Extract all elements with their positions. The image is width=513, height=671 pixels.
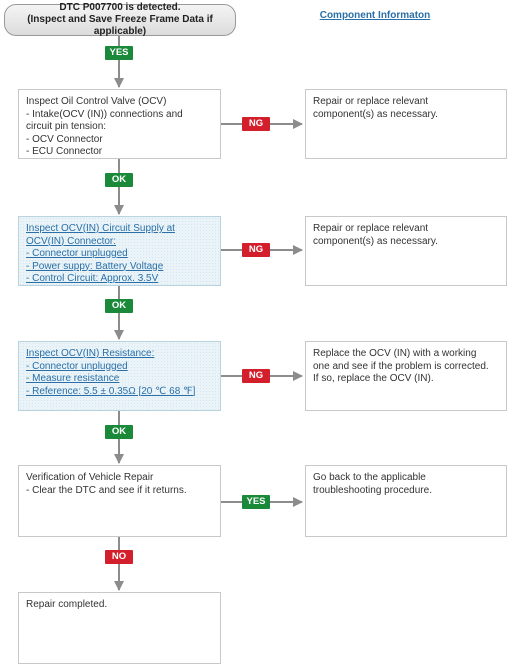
step1-fail-line: Repair or replace relevant	[313, 96, 429, 107]
step1-fail-action	[305, 89, 507, 159]
connector-no-badge: NO	[105, 550, 133, 564]
step1-line: - ECU Connector	[26, 146, 103, 157]
step2-line: - Connector unplugged	[26, 248, 128, 259]
step2-line: OCV(IN) Connector:	[26, 235, 117, 247]
connector-yes-badge: YES	[105, 46, 133, 60]
step-verify-repair	[18, 465, 221, 537]
step1-line: - Intake(OCV (IN)) connections and	[26, 108, 183, 120]
start-line-1: DTC P007700 is detected.	[59, 2, 181, 13]
step3-line: - Measure resistance	[26, 373, 120, 384]
step2-line: Inspect OCV(IN) Circuit Supply at	[26, 223, 175, 234]
end-line: Repair completed.	[26, 599, 108, 610]
connector-ok-badge-2: OK	[105, 299, 133, 313]
step2-line: - Control Circuit: Approx. 3.5V	[26, 273, 159, 284]
step-inspect-resistance[interactable]	[18, 341, 221, 411]
step-inspect-ocv	[18, 89, 221, 159]
step4-yes-line: Go back to the applicable	[313, 472, 426, 483]
step2-fail-action	[305, 216, 507, 286]
step3-line: - Connector unplugged	[26, 360, 128, 372]
step1-fail-line: component(s) as necessary.	[313, 108, 438, 120]
end-repair-completed	[18, 592, 221, 664]
start-terminator	[4, 4, 236, 36]
step1-line: Inspect Oil Control Valve (OCV)	[26, 96, 167, 107]
component-information-link[interactable]: Component Informaton	[319, 10, 431, 21]
step2-ng-badge: NG	[242, 243, 270, 257]
step1-ng-badge: NG	[242, 117, 270, 131]
connector-ok-badge-3: OK	[105, 425, 133, 439]
step2-fail-line: component(s) as necessary.	[313, 235, 438, 247]
step4-yes-line: troubleshooting procedure.	[313, 484, 432, 496]
step2-line: - Power suppy: Battery Voltage	[26, 260, 164, 272]
step3-fail-action	[305, 341, 507, 411]
step2-fail-line: Repair or replace relevant	[313, 223, 429, 234]
step-inspect-circuit-supply[interactable]	[18, 216, 221, 286]
step3-fail-line: one and see if the problem is corrected.	[313, 360, 489, 372]
step1-line: circuit pin tension:	[26, 121, 107, 132]
step3-line: Inspect OCV(IN) Resistance:	[26, 348, 155, 359]
step4-yes-badge: YES	[242, 495, 270, 509]
step4-line: - Clear the DTC and see if it returns.	[26, 484, 187, 496]
step3-line: - Reference: 5.5 ± 0.35Ω [20 ℃ 68 ℉]	[26, 385, 196, 397]
step4-yes-action	[305, 465, 507, 537]
start-line-2: (Inspect and Save Freeze Frame Data if applicable)	[27, 14, 213, 37]
step3-ng-badge: NG	[242, 369, 270, 383]
step3-fail-line: If so, replace the OCV (IN).	[313, 373, 434, 384]
step3-fail-line: Replace the OCV (IN) with a working	[313, 348, 477, 359]
step4-line: Verification of Vehicle Repair	[26, 472, 154, 483]
step1-line: - OCV Connector	[26, 133, 103, 145]
connector-ok-badge-1: OK	[105, 173, 133, 187]
